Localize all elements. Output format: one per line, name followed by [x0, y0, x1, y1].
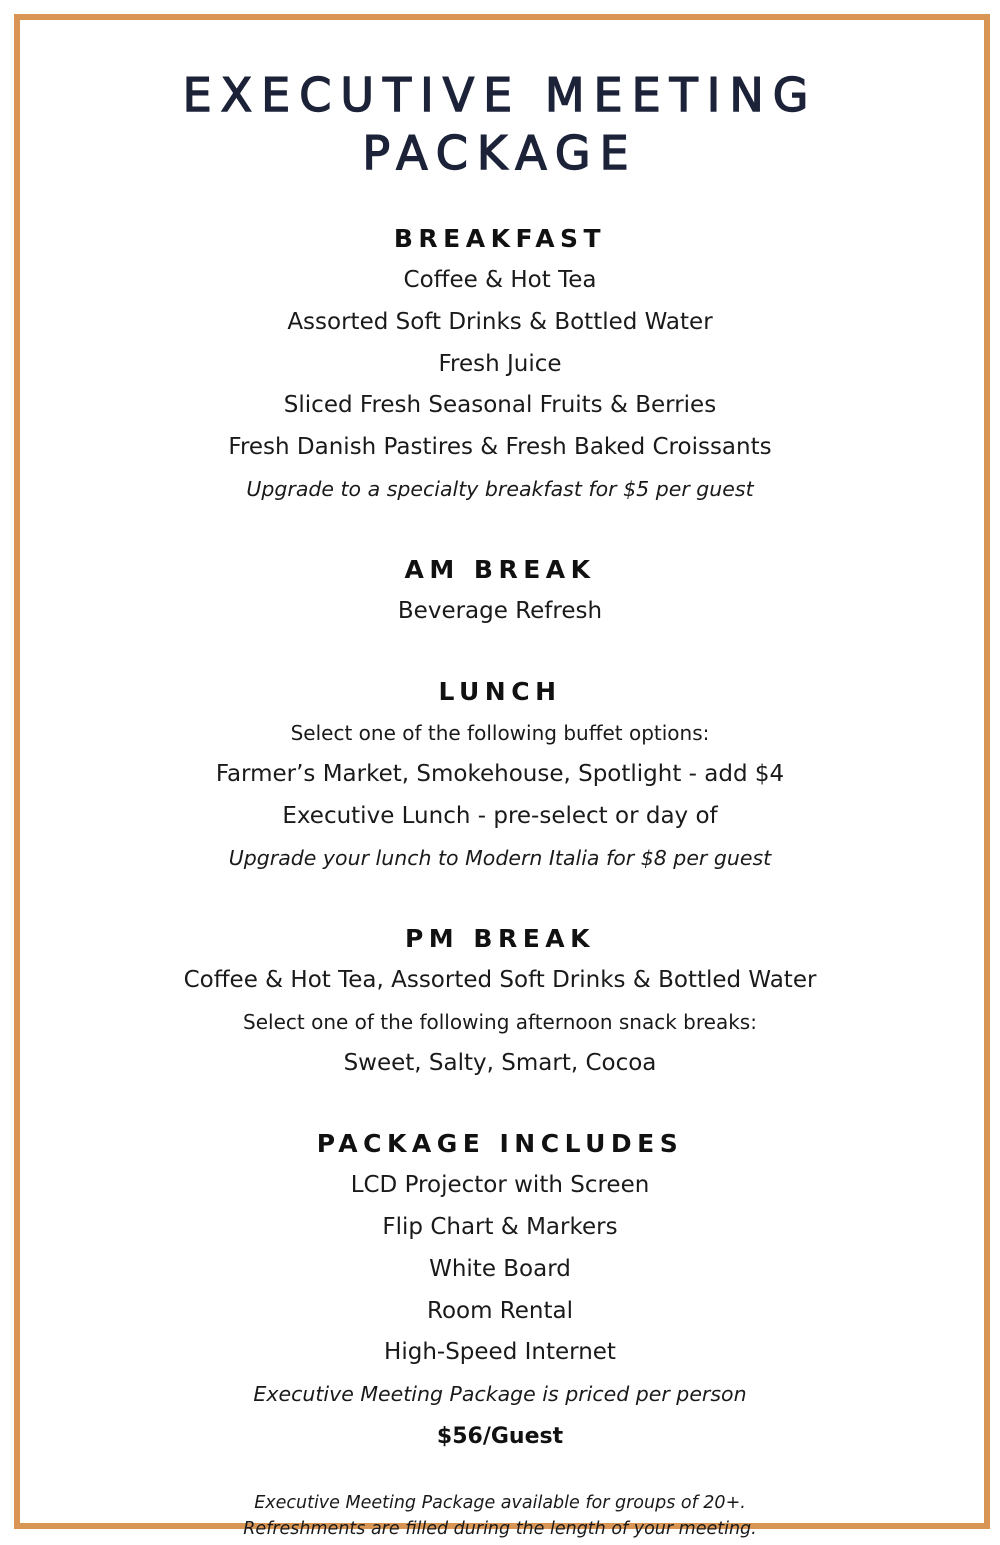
pm-break-beverages: Coffee & Hot Tea, Assorted Soft Drinks & Bottled Water — [183, 966, 817, 993]
title-line-1: EXECUTIVE MEETING — [182, 68, 818, 122]
footer-notes — [0, 1490, 1000, 1542]
title-line-2: PACKAGE — [362, 126, 638, 180]
footer-line-2: Refreshments are filled during the length of your meeting. — [243, 1518, 757, 1539]
package-item: LCD Projector with Screen — [350, 1172, 650, 1199]
package-includes-heading: PACKAGE INCLUDES — [316, 1129, 684, 1159]
breakfast-upgrade-note: Upgrade to a specialty breakfast for $5 per guest — [246, 476, 754, 501]
lunch-heading: LUNCH — [438, 676, 562, 706]
lunch-intro: Select one of the following buffet options: — [290, 720, 710, 745]
am-break-heading: AM BREAK — [404, 554, 596, 584]
package-pricing-note: Executive Meeting Package is priced per person — [253, 1382, 747, 1407]
package-item: Room Rental — [427, 1297, 573, 1324]
breakfast-item: Sliced Fresh Seasonal Fruits & Berries — [283, 392, 717, 419]
breakfast-item: Fresh Danish Pastires & Fresh Baked Croissants — [228, 434, 772, 461]
pm-break-snacks: Sweet, Salty, Smart, Cocoa — [343, 1050, 657, 1077]
pm-break-heading: PM BREAK — [404, 923, 595, 953]
footer-line-1: Executive Meeting Package available for groups of 20+. — [254, 1492, 746, 1513]
lunch-upgrade-note: Upgrade your lunch to Modern Italia for $8 per guest — [228, 845, 772, 870]
package-includes-section — [0, 1125, 1000, 1458]
breakfast-item: Assorted Soft Drinks & Bottled Water — [287, 308, 713, 335]
pm-break-section — [0, 920, 1000, 1085]
am-break-section — [0, 551, 1000, 633]
package-price: $56/Guest — [436, 1423, 564, 1449]
lunch-item: Executive Lunch - pre-select or day of — [282, 803, 718, 830]
package-item: Flip Chart & Markers — [382, 1213, 618, 1240]
pm-break-intro: Select one of the following afternoon snack breaks: — [243, 1009, 757, 1034]
lunch-section — [0, 673, 1000, 880]
page-title — [0, 66, 1000, 182]
menu-content — [0, 66, 1000, 1542]
breakfast-item: Fresh Juice — [438, 350, 562, 377]
package-item: White Board — [429, 1255, 571, 1282]
breakfast-section — [0, 220, 1000, 511]
lunch-item: Farmer’s Market, Smokehouse, Spotlight - add $4 — [215, 761, 785, 788]
breakfast-heading: BREAKFAST — [393, 224, 607, 253]
package-item: High-Speed Internet — [384, 1339, 616, 1366]
am-break-item: Beverage Refresh — [397, 597, 603, 624]
breakfast-item: Coffee & Hot Tea — [403, 267, 597, 293]
